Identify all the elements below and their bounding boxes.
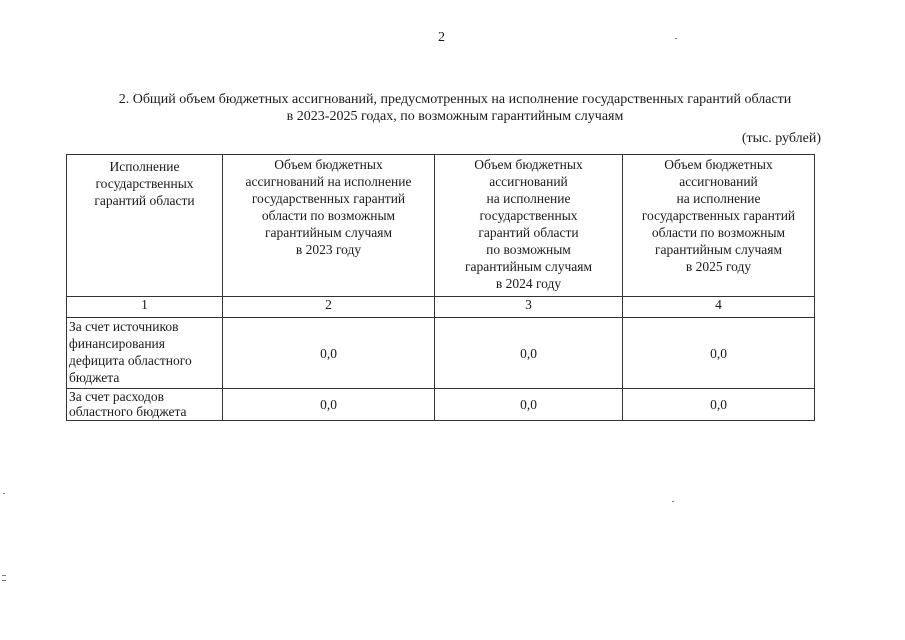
column-number: 3 <box>435 297 623 318</box>
budget-guarantees-table <box>66 154 815 421</box>
value-cell-2023: 0,0 <box>223 318 435 389</box>
page-number: 2 <box>438 30 445 45</box>
header-cell-2024 <box>435 155 623 297</box>
header-line: Объем бюджетных <box>474 157 583 172</box>
column-number-row <box>67 297 815 318</box>
header-line: гарантий области <box>94 193 195 208</box>
section-title <box>70 91 840 125</box>
table-row <box>67 318 815 389</box>
header-line: государственных <box>479 208 578 223</box>
header-line: гарантийным случаям <box>654 242 783 257</box>
value-cell-2024: 0,0 <box>435 318 623 389</box>
row-label-budget-expenses <box>67 389 223 421</box>
scan-speck <box>675 38 677 39</box>
column-number: 1 <box>67 297 223 318</box>
value-cell-2025: 0,0 <box>623 389 815 421</box>
header-line: Исполнение <box>109 159 180 174</box>
header-line: области по возможным <box>261 208 396 223</box>
value-cell-2023: 0,0 <box>223 389 435 421</box>
header-line: ассигнований на исполнение <box>245 174 412 189</box>
scan-speck <box>672 501 674 502</box>
value-cell-2025: 0,0 <box>623 318 815 389</box>
column-number: 2 <box>223 297 435 318</box>
header-line: государственных гарантий <box>251 191 406 206</box>
header-line: Объем бюджетных <box>274 157 383 172</box>
header-line: области по возможным <box>651 225 786 240</box>
row-label-deficit-financing <box>67 318 223 389</box>
header-line: на исполнение <box>486 191 571 206</box>
header-line: гарантий области <box>478 225 579 240</box>
header-cell-2025 <box>623 155 815 297</box>
header-line: ассигнований <box>679 174 758 189</box>
column-number: 4 <box>623 297 815 318</box>
scan-speck <box>2 580 6 581</box>
row-label-line: областного бюджета <box>69 404 187 419</box>
title-line-1: 2. Общий объем бюджетных ассигнований, предусмотренных на исполнение государственных гарантий области <box>118 92 792 107</box>
row-label-line: дефицита областного <box>69 353 192 368</box>
header-line: в 2024 году <box>495 276 562 291</box>
header-line: государственных гарантий <box>641 208 796 223</box>
scan-speck <box>2 575 6 576</box>
header-line: по возможным <box>486 242 571 257</box>
header-line: гарантийным случаям <box>264 225 393 240</box>
row-label-line: бюджета <box>69 370 120 385</box>
header-line: гарантийным случаям <box>464 259 593 274</box>
header-line: в 2025 году <box>685 259 752 274</box>
scan-speck <box>3 493 5 494</box>
header-cell-execution <box>67 155 223 297</box>
header-line: ассигнований <box>489 174 568 189</box>
header-line: на исполнение <box>676 191 761 206</box>
header-line: в 2023 году <box>295 242 362 257</box>
table-header-row <box>67 155 815 297</box>
value-cell-2024: 0,0 <box>435 389 623 421</box>
header-line: Объем бюджетных <box>664 157 773 172</box>
row-label-line: финансирования <box>69 336 165 351</box>
row-label-line: За счет источников <box>69 319 179 334</box>
row-label-line: За счет расходов <box>69 389 165 404</box>
units-note: (тыс. рублей) <box>741 131 821 146</box>
header-line: государственных <box>95 176 194 191</box>
header-cell-2023 <box>223 155 435 297</box>
title-line-2: в 2023-2025 годах, по возможным гарантийным случаям <box>286 109 624 124</box>
table-row <box>67 389 815 421</box>
